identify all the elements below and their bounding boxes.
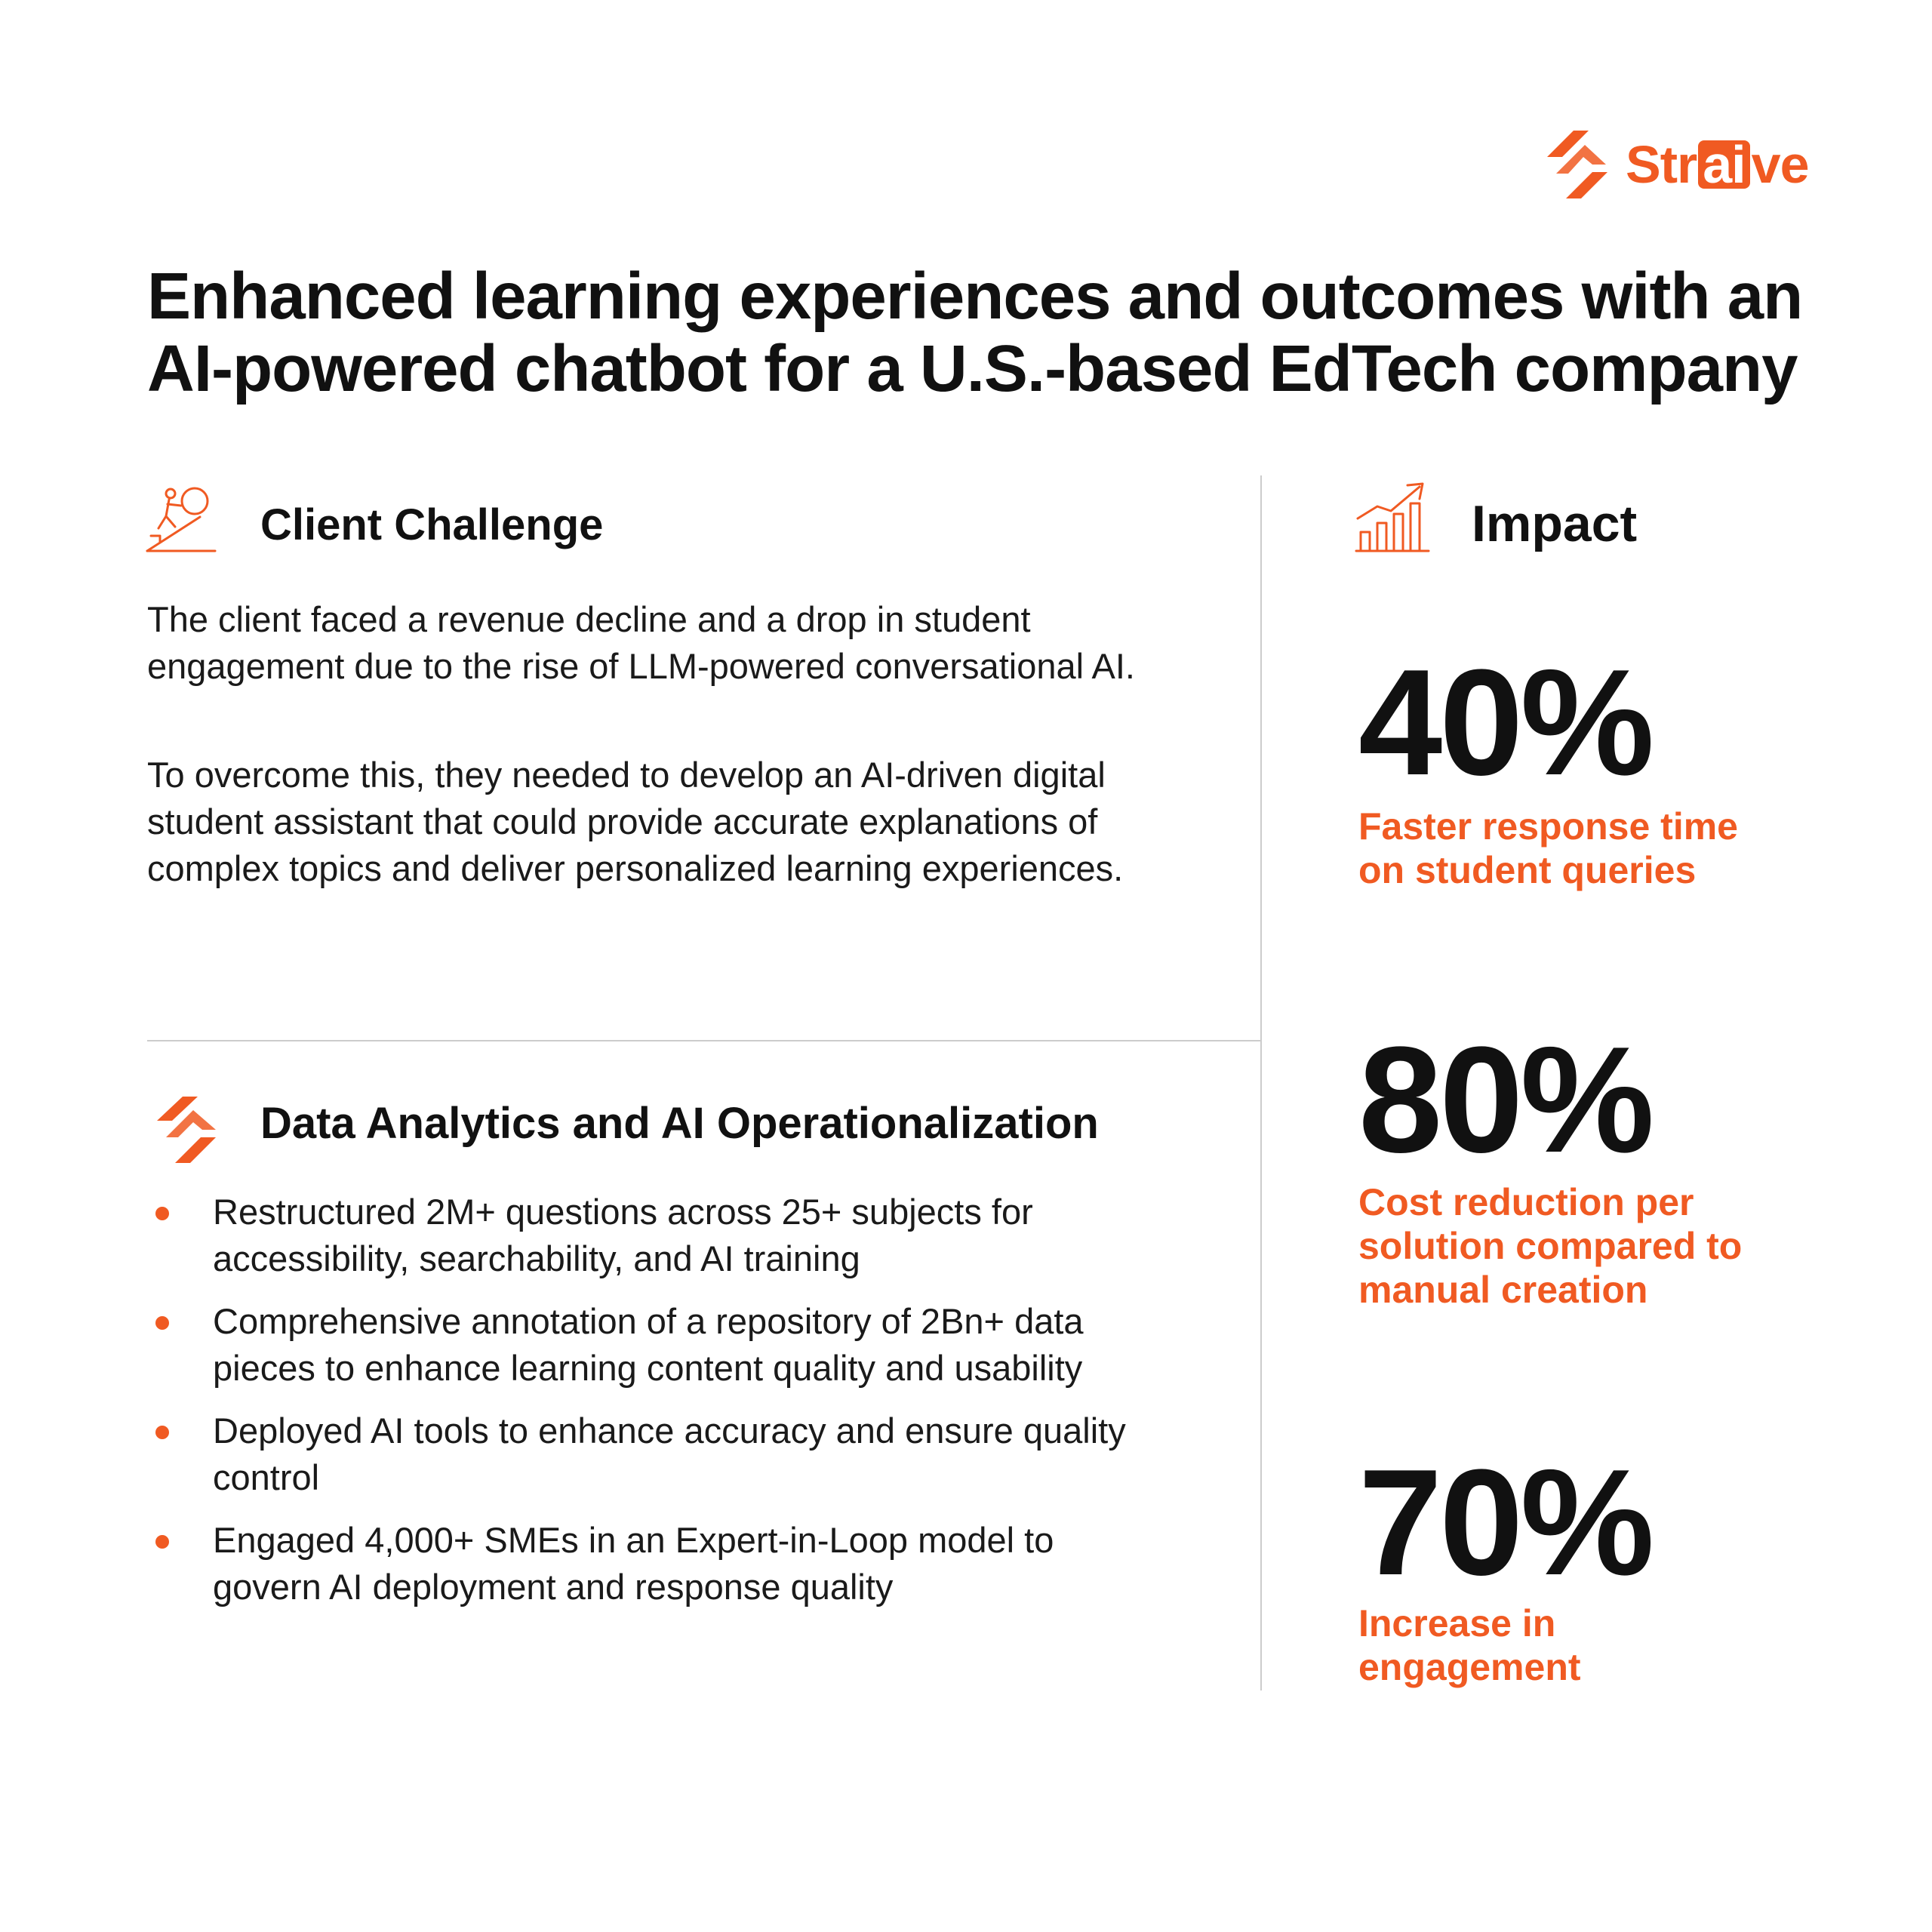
impact-stat-value: 40% bbox=[1358, 638, 1652, 807]
straive-logo-mark-icon bbox=[1540, 127, 1615, 202]
impact-stat-value: 80% bbox=[1358, 1016, 1652, 1184]
solution-bullet-text: Comprehensive annotation of a repository of 2Bn+ data pieces to enhance learning content quality and usability bbox=[213, 1301, 1084, 1388]
impact-stat bbox=[1358, 638, 1781, 892]
solution-bullet bbox=[151, 1189, 1155, 1282]
bullet-dot-icon bbox=[155, 1316, 169, 1330]
challenge-paragraph-1: The client faced a revenue decline and a drop in student engagement due to the rise of LLM-powered conversational AI. bbox=[147, 599, 1135, 686]
client-challenge-heading: Client Challenge bbox=[260, 500, 604, 549]
straive-swoosh-icon bbox=[151, 1092, 226, 1168]
impact-stat bbox=[1358, 1438, 1675, 1689]
title-line-1: Enhanced learning experiences and outcomes with an bbox=[147, 260, 1803, 333]
solution-bullet-text: Deployed AI tools to enhance accuracy and ensure quality control bbox=[213, 1411, 1126, 1497]
bullet-dot-icon bbox=[155, 1426, 169, 1439]
solution-bullet-list bbox=[151, 1189, 1155, 1626]
growth-bar-chart-icon bbox=[1355, 479, 1430, 555]
bullet-dot-icon bbox=[155, 1207, 169, 1220]
solution-bullet bbox=[151, 1407, 1155, 1501]
logo-wordmark bbox=[1626, 134, 1809, 195]
person-pushing-boulder-uphill-icon bbox=[143, 483, 219, 558]
logo-text-ai: ai bbox=[1698, 140, 1749, 189]
impact-heading: Impact bbox=[1472, 495, 1638, 552]
horizontal-divider bbox=[147, 1040, 1262, 1041]
straive-logo bbox=[1540, 127, 1809, 202]
challenge-paragraph-2: To overcome this, they needed to develop an AI-driven digital student assistant that could provide accurate explanations of complex topics and deliver personalized learning experiences. bbox=[147, 755, 1124, 888]
page-title bbox=[147, 260, 1883, 405]
impact-stat-label: Increase in engagement bbox=[1358, 1602, 1581, 1688]
solution-bullet bbox=[151, 1298, 1155, 1392]
logo-text-post: ve bbox=[1751, 135, 1809, 194]
impact-stat-value: 70% bbox=[1358, 1438, 1652, 1607]
solution-bullet-text: Engaged 4,000+ SMEs in an Expert-in-Loop model to govern AI deployment and response quality bbox=[213, 1520, 1054, 1607]
impact-stat-label: Cost reduction per solution compared to manual creation bbox=[1358, 1181, 1743, 1311]
title-line-2: AI-powered chatbot for a U.S.-based EdTech company bbox=[147, 332, 1798, 405]
vertical-divider bbox=[1260, 475, 1262, 1690]
solution-heading: Data Analytics and AI Operationalization bbox=[260, 1099, 1099, 1148]
solution-bullet bbox=[151, 1517, 1155, 1611]
logo-text-pre: Str bbox=[1626, 135, 1697, 194]
solution-bullet-text: Restructured 2M+ questions across 25+ subjects for accessibility, searchability, and AI training bbox=[213, 1192, 1033, 1278]
impact-stat-label: Faster response time on student queries bbox=[1358, 805, 1738, 891]
impact-stat bbox=[1358, 1016, 1781, 1312]
bullet-dot-icon bbox=[155, 1535, 169, 1549]
